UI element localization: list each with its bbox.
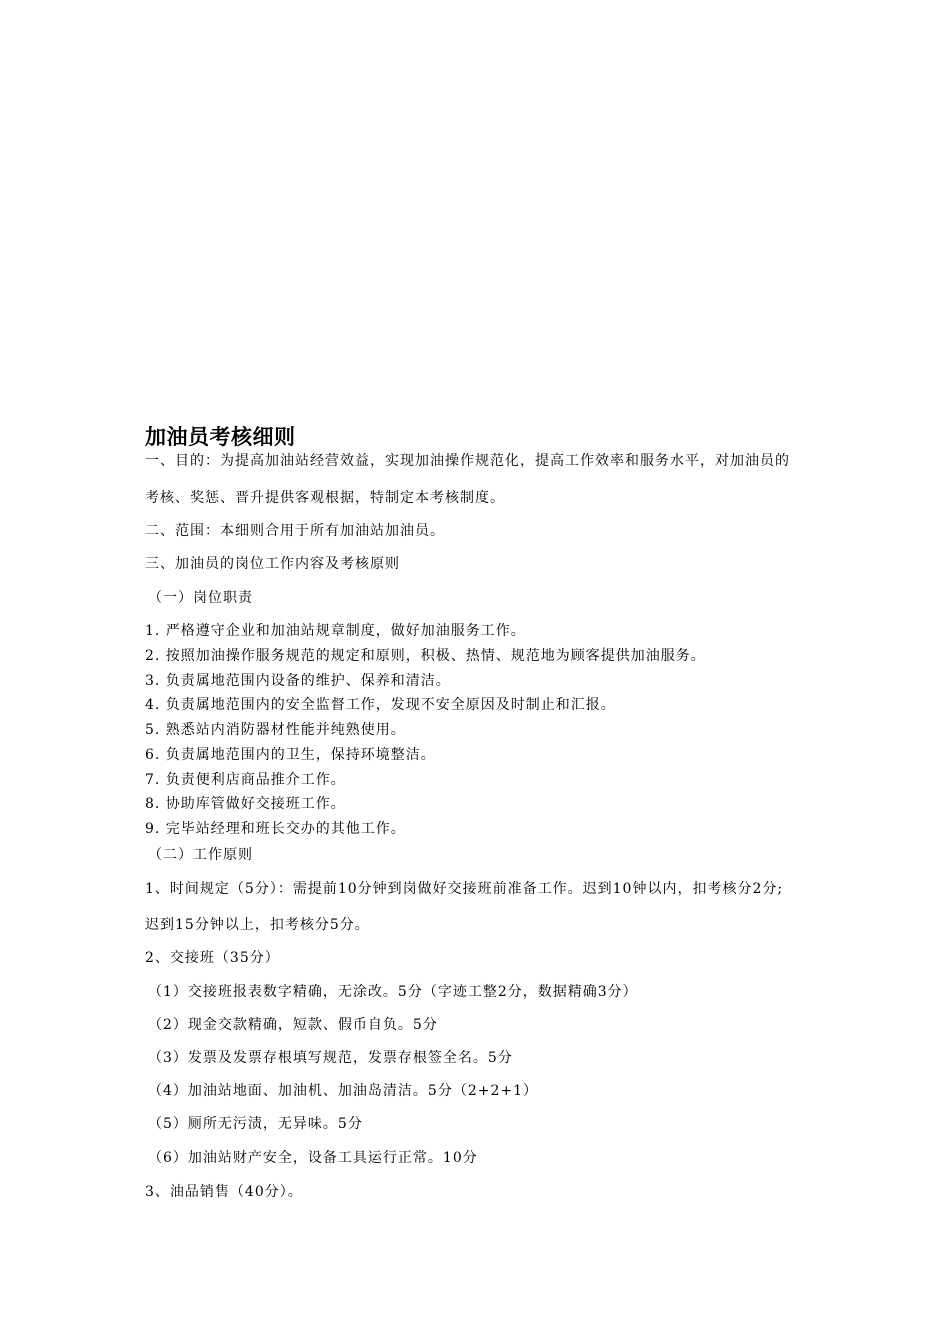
duty-item-1: 1. 严格遵守企业和加油站规章制度，做好加油服务工作。 [145, 623, 526, 639]
principle-shift-heading: 2、交接班（35分） [145, 950, 280, 966]
subsection-heading-duties: （一）岗位职责 [148, 590, 253, 606]
shift-item-5: （5）厕所无污渍，无异味。5分 [148, 1116, 363, 1132]
shift-item-2: （2）现金交款精确，短款、假币自负。5分 [148, 1017, 438, 1033]
document-title: 加油员考核细则 [145, 425, 296, 449]
duty-item-7: 7. 负责便利店商品推介工作。 [145, 772, 346, 788]
paragraph-purpose-line-1: 一、目的：为提高加油站经营效益，实现加油操作规范化，提高工作效率和服务水平，对加油员的 [145, 453, 790, 469]
principle-sales-heading: 3、油品销售（40分）。 [145, 1184, 303, 1200]
shift-item-3: （3）发票及发票存根填写规范，发票存根签全名。5分 [148, 1050, 513, 1066]
subsection-heading-principles: （二）工作原则 [148, 847, 253, 863]
shift-item-4: （4）加油站地面、加油机、加油岛清洁。5分（2+2+1） [148, 1083, 538, 1099]
duty-item-6: 6. 负责属地范围内的卫生，保持环境整洁。 [145, 747, 436, 763]
shift-item-6: （6）加油站财产安全，设备工具运行正常。10分 [148, 1150, 478, 1166]
duty-item-8: 8. 协助库管做好交接班工作。 [145, 796, 346, 812]
paragraph-purpose-line-2: 考核、奖惩、晋升提供客观根据，特制定本考核制度。 [145, 490, 505, 506]
duty-item-9: 9. 完毕站经理和班长交办的其他工作。 [145, 821, 406, 837]
shift-item-1: （1）交接班报表数字精确，无涂改。5分（字迹工整2分，数据精确3分） [148, 984, 638, 1000]
principle-time-line-1: 1、时间规定（5分）：需提前10分钟到岗做好交接班前准备工作。迟到10钟以内，扣考核分2分; [145, 881, 784, 897]
paragraph-scope: 二、范围：本细则合用于所有加油站加油员。 [145, 523, 445, 539]
duty-item-5: 5. 熟悉站内消防器材性能并纯熟使用。 [145, 722, 406, 738]
duty-item-2: 2. 按照加油操作服务规范的规定和原则，积极、热情、规范地为顾客提供加油服务。 [145, 648, 706, 664]
principle-time-line-2: 迟到15分钟以上，扣考核分5分。 [145, 917, 370, 933]
duty-item-4: 4. 负责属地范围内的安全监督工作，发现不安全原因及时制止和汇报。 [145, 697, 616, 713]
section-heading-three: 三、加油员的岗位工作内容及考核原则 [145, 556, 400, 572]
duty-item-3: 3. 负责属地范围内设备的维护、保养和清洁。 [145, 673, 451, 689]
